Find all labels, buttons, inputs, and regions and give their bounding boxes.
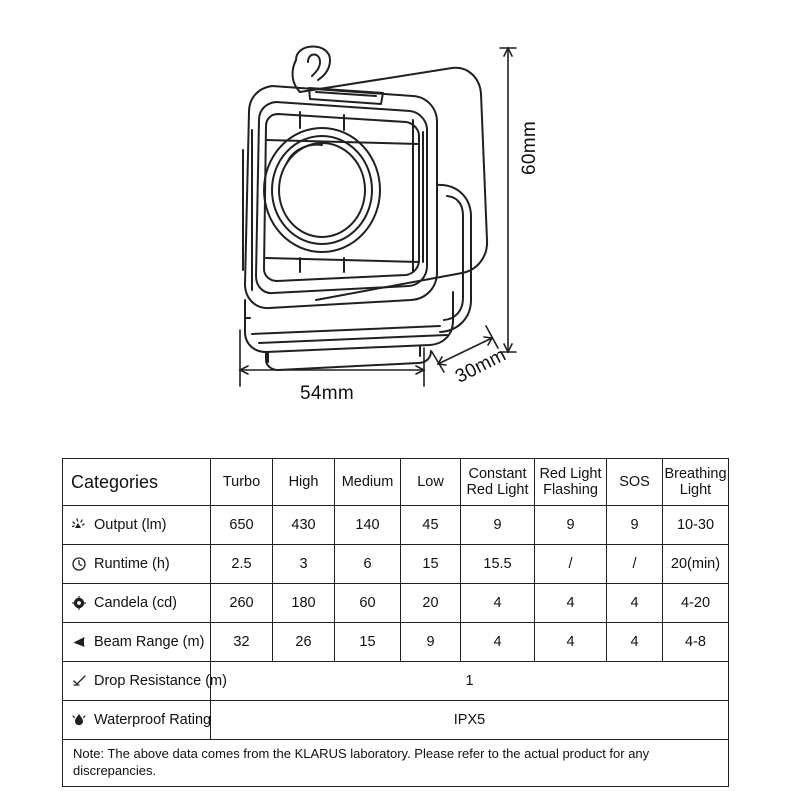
cell-beam-sos: 4 [607, 623, 663, 662]
row-label-candela [63, 584, 211, 623]
row-label-beam-range-text: Beam Range (m) [94, 634, 205, 650]
cell-runtime-red-flashing: / [535, 545, 607, 584]
cell-drop-resistance-value: 1 [211, 662, 729, 701]
candela-icon [71, 594, 89, 612]
drop-resistance-icon [71, 672, 89, 690]
table-row [63, 506, 729, 545]
dimension-depth-label: 30mm [452, 344, 510, 388]
cell-candela-turbo: 260 [211, 584, 273, 623]
header-high: High [273, 459, 335, 506]
cell-runtime-constant-red: 15.5 [461, 545, 535, 584]
header-red-light-flashing-line1: Red Light [539, 465, 602, 482]
cell-beam-low: 9 [401, 623, 461, 662]
header-low: Low [401, 459, 461, 506]
specification-table [62, 458, 729, 787]
cell-candela-medium: 60 [335, 584, 401, 623]
header-breathing-light-line1: Breathing [664, 465, 727, 482]
row-label-drop-resistance-text: Drop Resistance (m) [94, 673, 227, 689]
cell-runtime-medium: 6 [335, 545, 401, 584]
cell-beam-red-flashing: 4 [535, 623, 607, 662]
row-label-output [63, 506, 211, 545]
row-label-waterproof-text: Waterproof Rating [94, 712, 212, 728]
dimension-height-label: 60mm [519, 121, 540, 175]
beam-range-icon [71, 633, 89, 651]
cell-output-low: 45 [401, 506, 461, 545]
cell-beam-constant-red: 4 [461, 623, 535, 662]
cell-runtime-sos: / [607, 545, 663, 584]
header-breathing-light [663, 459, 729, 506]
header-sos: SOS [607, 459, 663, 506]
cell-beam-high: 26 [273, 623, 335, 662]
header-constant-red-light-line1: Constant [468, 465, 527, 482]
cell-runtime-high: 3 [273, 545, 335, 584]
row-label-waterproof [63, 701, 211, 740]
cell-output-constant-red: 9 [461, 506, 535, 545]
row-label-candela-text: Candela (cd) [94, 595, 178, 611]
waterproof-icon [71, 711, 89, 729]
row-label-drop-resistance [63, 662, 227, 701]
header-turbo: Turbo [211, 459, 273, 506]
table-row [63, 701, 729, 740]
output-icon [71, 516, 89, 534]
table-row [63, 662, 729, 701]
header-constant-red-light-line2: Red Light [466, 482, 529, 498]
table-header-row [63, 459, 729, 506]
cell-output-turbo: 650 [211, 506, 273, 545]
cell-runtime-breathing: 20(min) [663, 545, 729, 584]
header-red-light-flashing [535, 459, 607, 506]
header-categories: Categories [63, 459, 211, 506]
cell-output-breathing: 10-30 [663, 506, 729, 545]
header-red-light-flashing-line2: Flashing [543, 482, 598, 498]
row-label-beam-range [63, 623, 211, 662]
clock-icon [71, 555, 89, 573]
cell-candela-constant-red: 4 [461, 584, 535, 623]
cell-beam-medium: 15 [335, 623, 401, 662]
cell-output-high: 430 [273, 506, 335, 545]
row-label-runtime-text: Runtime (h) [94, 556, 170, 572]
cell-beam-breathing: 4-8 [663, 623, 729, 662]
cell-beam-turbo: 32 [211, 623, 273, 662]
header-breathing-light-line2: Light [679, 482, 712, 498]
cell-candela-high: 180 [273, 584, 335, 623]
cell-candela-red-flashing: 4 [535, 584, 607, 623]
cell-waterproof-value: IPX5 [211, 701, 729, 740]
table-note: Note: The above data comes from the KLARUS laboratory. Please refer to the actual product for any discrepancies. [63, 740, 729, 787]
header-constant-red-light [461, 459, 535, 506]
row-label-runtime [63, 545, 211, 584]
cell-output-medium: 140 [335, 506, 401, 545]
table-row [63, 545, 729, 584]
row-label-output-text: Output (lm) [94, 517, 167, 533]
cell-candela-sos: 4 [607, 584, 663, 623]
header-medium: Medium [335, 459, 401, 506]
cell-candela-breathing: 4-20 [663, 584, 729, 623]
table-row [63, 623, 729, 662]
cell-output-sos: 9 [607, 506, 663, 545]
dimension-width-label: 54mm [300, 383, 354, 404]
table-row [63, 584, 729, 623]
cell-runtime-turbo: 2.5 [211, 545, 273, 584]
cell-runtime-low: 15 [401, 545, 461, 584]
cell-output-red-flashing: 9 [535, 506, 607, 545]
table-note-row [63, 740, 729, 787]
cell-candela-low: 20 [401, 584, 461, 623]
specification-table-container [62, 458, 728, 787]
